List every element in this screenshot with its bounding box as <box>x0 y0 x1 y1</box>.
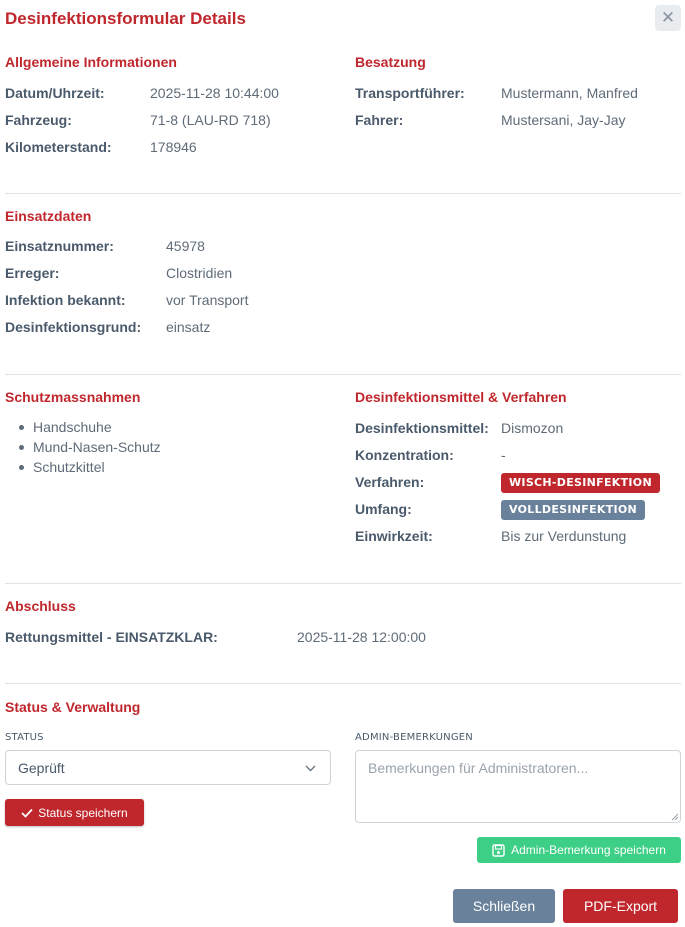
value-fahrer: Mustersani, Jay-Jay <box>501 112 626 128</box>
value-desinfektionsgrund: einsatz <box>166 319 211 335</box>
label-transportfuehrer: Transportführer: <box>355 85 465 101</box>
section-title-verwaltung: Status & Verwaltung <box>5 699 141 715</box>
value-transportfuehrer: Mustermann, Manfred <box>501 85 638 101</box>
save-icon <box>492 844 505 857</box>
close-icon[interactable]: ✕ <box>655 5 681 31</box>
section-title-abschluss: Abschluss <box>5 598 76 614</box>
close-button[interactable]: Schließen <box>453 889 555 923</box>
label-umfang: Umfang: <box>355 501 412 517</box>
save-admin-remark-button[interactable] <box>477 837 681 863</box>
section-title-besatzung: Besatzung <box>355 54 426 70</box>
list-item: Mund-Nasen-Schutz <box>5 439 161 459</box>
label-datum: Datum/Uhrzeit: <box>5 85 105 101</box>
divider <box>5 683 681 684</box>
verfahren-badge: WISCH-DESINFEKTION <box>501 473 660 493</box>
section-title-mittel: Desinfektionsmittel & Verfahren <box>355 389 567 405</box>
divider <box>5 193 681 194</box>
status-select[interactable] <box>5 750 331 785</box>
section-title-einsatzdaten: Einsatzdaten <box>5 208 92 224</box>
label-infektion: Infektion bekannt: <box>5 292 126 308</box>
divider <box>5 583 681 584</box>
list-item: Schutzkittel <box>5 459 161 479</box>
section-title-schutz: Schutzmassnahmen <box>5 389 141 405</box>
value-kilometerstand: 178946 <box>150 139 197 155</box>
label-desinfektionsmittel: Desinfektionsmittel: <box>355 420 489 436</box>
label-konzentration: Konzentration: <box>355 447 454 463</box>
label-desinfektionsgrund: Desinfektionsgrund: <box>5 319 142 335</box>
value-erreger: Clostridien <box>166 265 233 281</box>
resize-grip-icon[interactable] <box>671 813 679 821</box>
label-verfahren: Verfahren: <box>355 474 425 490</box>
label-fahrer: Fahrer: <box>355 112 404 128</box>
label-einsatznummer: Einsatznummer: <box>5 238 114 254</box>
divider <box>5 374 681 375</box>
chevron-down-icon <box>305 765 316 772</box>
value-desinfektionsmittel: Dismozon <box>501 420 564 436</box>
value-einwirkzeit: Bis zur Verdunstung <box>501 528 627 544</box>
value-fahrzeug: 71-8 (LAU-RD 718) <box>150 112 271 128</box>
label-fahrzeug: Fahrzeug: <box>5 112 72 128</box>
status-label: STATUS <box>5 732 44 743</box>
umfang-badge: VOLLDESINFEKTION <box>501 500 645 520</box>
pdf-export-button[interactable]: PDF-Export <box>563 889 678 923</box>
value-konzentration: - <box>501 447 506 463</box>
save-status-label: Status speichern <box>38 805 128 820</box>
value-datum: 2025-11-28 10:44:00 <box>150 85 279 101</box>
value-einsatznummer: 45978 <box>166 238 205 254</box>
section-title-allgemein: Allgemeine Informationen <box>5 54 177 70</box>
check-icon <box>21 808 33 818</box>
status-select-value: Geprüft <box>18 760 65 776</box>
schutz-list <box>5 419 161 479</box>
label-einwirkzeit: Einwirkzeit: <box>355 528 433 544</box>
value-infektion: vor Transport <box>166 292 249 308</box>
list-item: Handschuhe <box>5 419 161 439</box>
save-admin-label: Admin-Bemerkung speichern <box>511 843 666 857</box>
admin-remarks-input[interactable] <box>355 750 681 823</box>
label-kilometerstand: Kilometerstand: <box>5 139 112 155</box>
admin-label: ADMIN-BEMERKUNGEN <box>355 732 473 743</box>
value-einsatzklar: 2025-11-28 12:00:00 <box>297 629 426 645</box>
page-title: Desinfektionsformular Details <box>5 9 246 28</box>
save-status-button[interactable] <box>5 799 144 826</box>
label-erreger: Erreger: <box>5 265 60 281</box>
label-einsatzklar: Rettungsmittel - EINSATZKLAR: <box>5 629 218 645</box>
